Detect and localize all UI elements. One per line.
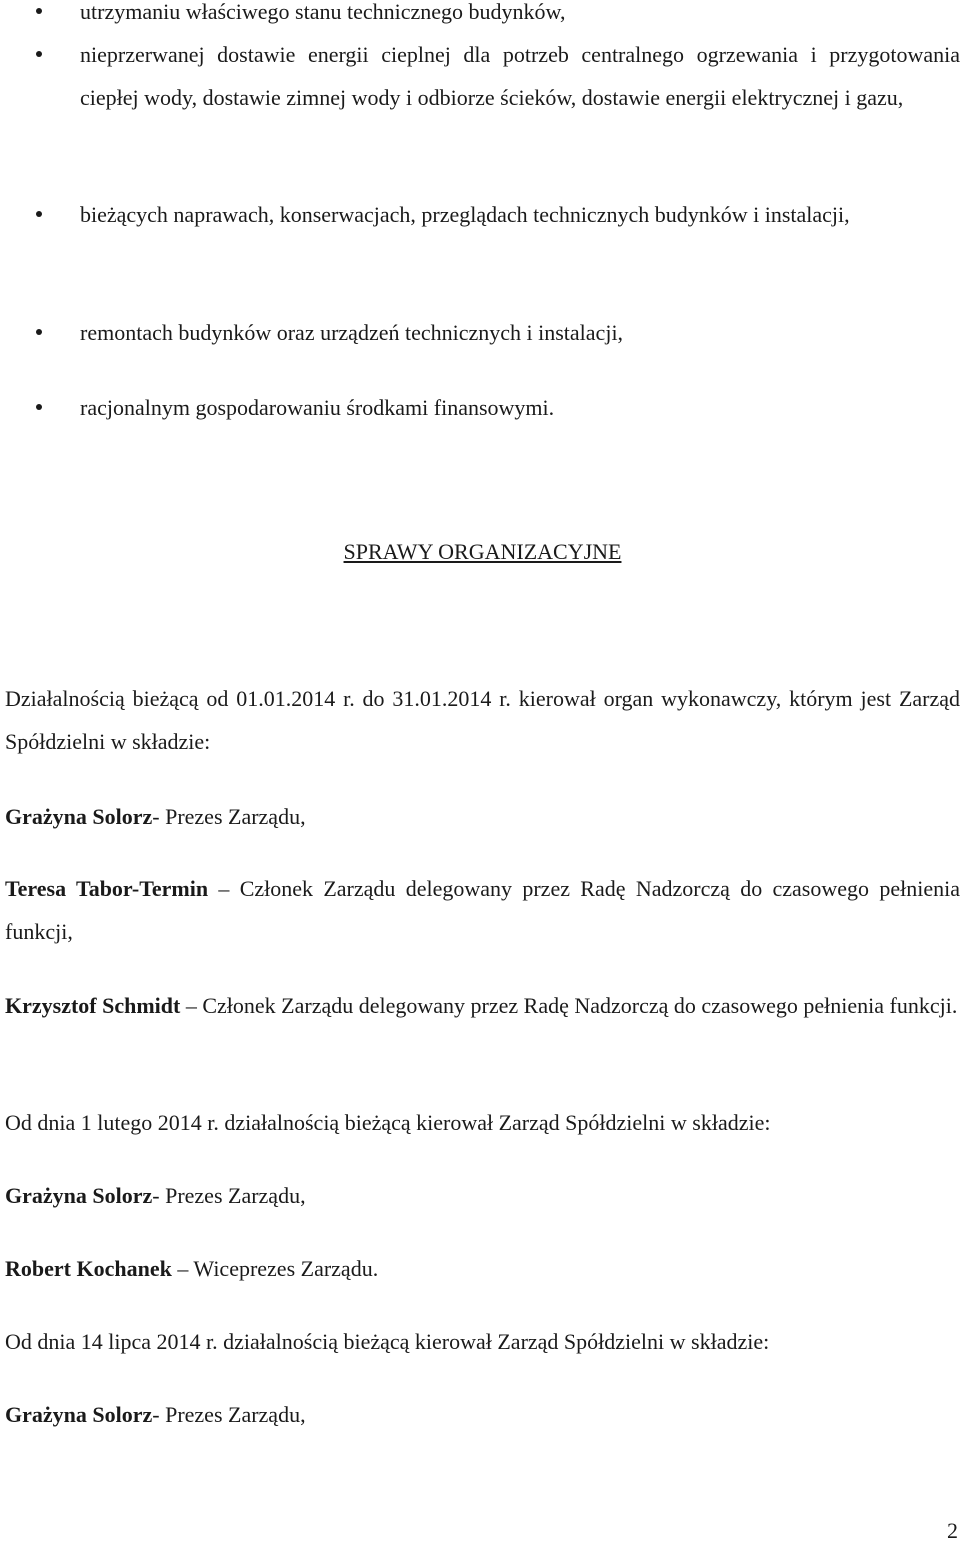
section-heading: SPRAWY ORGANIZACYJNE — [343, 539, 622, 564]
paragraph: Od dnia 1 lutego 2014 r. działalnością bieżącą kierował Zarząd Spółdzielni w składzie: — [5, 1110, 771, 1135]
member-name: Krzysztof Schmidt — [5, 993, 181, 1018]
board-member — [5, 984, 960, 1027]
member-role: – Członek Zarządu delegowany przez Radę Nadzorczą do czasowego pełnienia funkcji, — [5, 876, 960, 944]
member-role: – Wiceprezes Zarządu. — [171, 1256, 379, 1281]
page-number: 2 — [947, 1518, 958, 1543]
member-role: – Członek Zarządu delegowany przez Radę Nadzorczą do czasowego pełnienia funkcji. — [180, 993, 958, 1018]
bullet-icon — [36, 329, 42, 335]
member-name: Robert Kochanek — [5, 1256, 172, 1281]
paragraph: Od dnia 14 lipca 2014 r. działalnością bieżącą kierował Zarząd Spółdzielni w składzie: — [5, 1329, 770, 1354]
intro-paragraph: Działalnością bieżącą od 01.01.2014 r. do 31.01.2014 r. kierował organ wykonawczy, którym jest Zarząd Spółdzielni w składzie: — [5, 686, 960, 754]
board-member — [5, 1174, 960, 1217]
list-item: utrzymaniu właściwego stanu technicznego budynków, — [80, 0, 960, 33]
board-member — [5, 1247, 960, 1290]
board-member — [5, 1393, 960, 1436]
member-role: - Prezes Zarządu, — [152, 1402, 306, 1427]
member-name: Grażyna Solorz — [5, 1402, 153, 1427]
list-item: bieżących naprawach, konserwacjach, przeglądach technicznych budynków i instalacji, — [80, 193, 960, 236]
member-name: Grażyna Solorz — [5, 804, 153, 829]
bullet-icon — [36, 404, 42, 410]
bullet-icon — [36, 51, 42, 57]
list-item: racjonalnym gospodarowaniu środkami finansowymi. — [80, 386, 960, 429]
bullet-icon — [36, 8, 42, 14]
member-role: - Prezes Zarządu, — [152, 1183, 306, 1208]
member-name: Grażyna Solorz — [5, 1183, 153, 1208]
list-item: nieprzerwanej dostawie energii cieplnej dla potrzeb centralnego ogrzewania i przygotowania ciepłej wody, dostawie zimnej wody i odbiorze ścieków, dostawie energii elektrycznej i gazu, — [80, 33, 960, 119]
member-role: - Prezes Zarządu, — [152, 804, 306, 829]
list-item: remontach budynków oraz urządzeń technicznych i instalacji, — [80, 311, 960, 354]
bullet-icon — [36, 211, 42, 217]
board-member — [5, 795, 960, 838]
board-member — [5, 867, 960, 953]
member-name: Teresa Tabor-Termin — [5, 876, 209, 901]
